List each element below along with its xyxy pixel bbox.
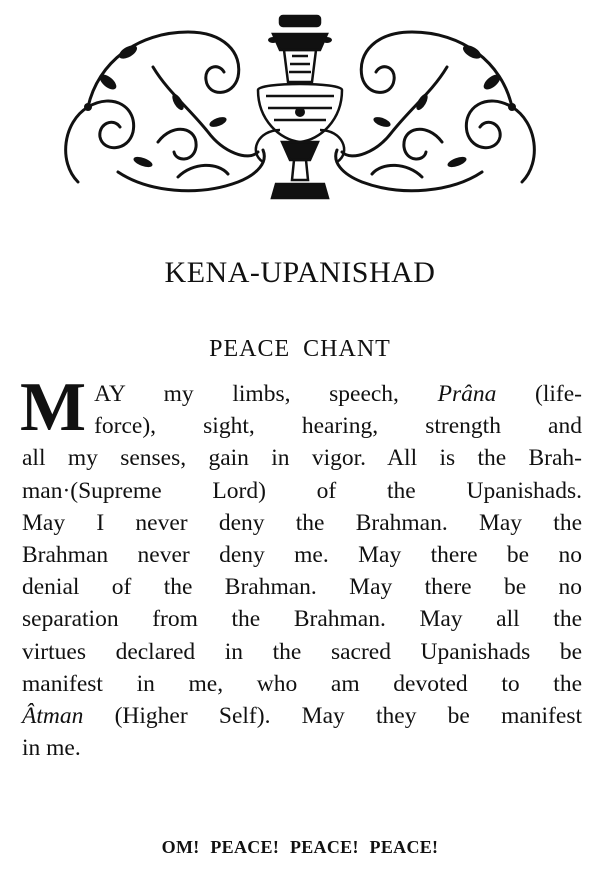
text-line: Brahman never deny me. May there be no — [22, 541, 582, 568]
chant-paragraph — [20, 369, 582, 764]
section-subtitle: PEACE CHANT — [209, 336, 391, 362]
text-line: man·(Supreme Lord) of the Upanishads. — [22, 477, 582, 504]
text-line: AY my limbs, speech, Prâna (life- — [94, 381, 582, 407]
decorative-urn-scroll-ornament-icon — [58, 12, 542, 208]
text-line: all my senses, gain in vigor. All is the Brah- — [22, 445, 582, 472]
text-line: May I never deny the Brahman. May the — [22, 509, 582, 536]
closing-invocation: OM! PEACE! PEACE! PEACE! — [161, 837, 439, 857]
text-line: manifest in me, who am devoted to the — [22, 670, 582, 697]
text-line: Âtman (Higher Self). May they be manifest — [22, 702, 582, 729]
text-line: virtues declared in the sacred Upanishads be — [22, 638, 582, 665]
page-title: KENA-UPANISHAD — [164, 256, 436, 289]
text-line: separation from the Brahman. May all the — [22, 606, 582, 633]
text-line: force), sight, hearing, strength and — [94, 413, 582, 440]
drop-cap: M — [20, 369, 87, 446]
text-line: in me. — [22, 735, 81, 762]
text-line: denial of the Brahman. May there be no — [22, 574, 582, 601]
